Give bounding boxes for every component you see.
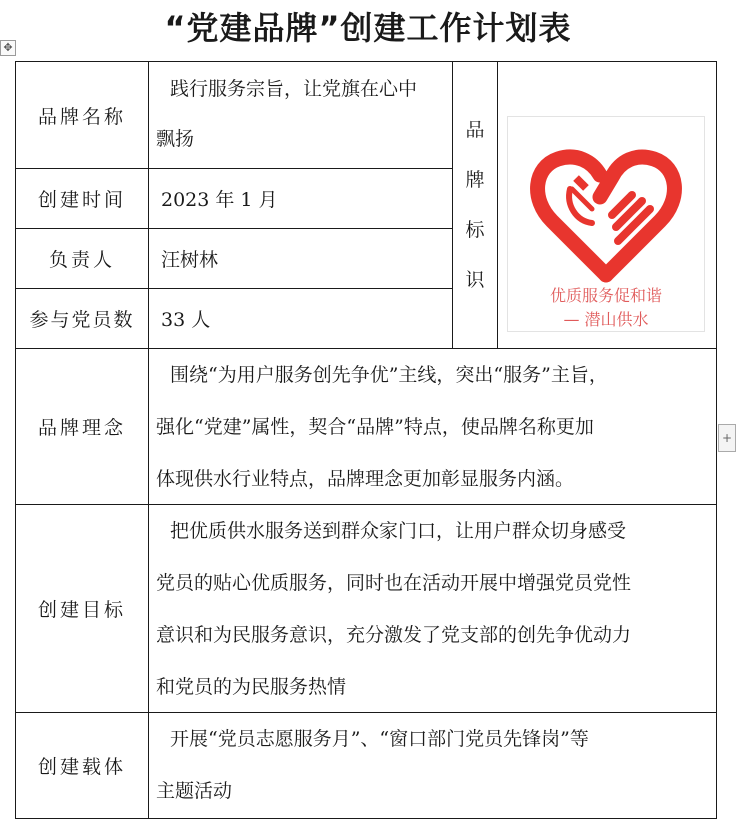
brand-logo-image: [507, 116, 705, 332]
goal-line: 把优质供水服务送到群众家门口，让用户群众切身感受: [170, 520, 627, 542]
document-title: “党建品牌”创建工作计划表: [164, 9, 572, 47]
created-time-value: 2023 年 1 月: [161, 189, 278, 211]
goal-label: 创建目标: [37, 599, 126, 621]
created-time-label: 创建时间: [37, 189, 126, 211]
brand-logo-char: 牌: [465, 169, 485, 191]
brand-logo-char: 识: [465, 269, 485, 291]
logo-org-name: — 潜山供水: [563, 310, 649, 329]
member-count-value: 33 人: [161, 309, 211, 331]
goal-line: 意识和为民服务意识，充分激发了党支部的创先争优动力: [156, 624, 632, 646]
brand-logo-char: 品: [465, 119, 485, 141]
brand-name-label: 品牌名称: [37, 105, 126, 128]
concept-line: 体现供水行业特点，品牌理念更加彰显服务内涵。: [156, 468, 575, 490]
carrier-line: 主题活动: [156, 780, 233, 802]
add-column-handle-icon[interactable]: +: [718, 424, 736, 452]
carrier-line: 开展“党员志愿服务月”、“窗口部门党员先锋岗”等: [170, 728, 589, 750]
brand-concept-value: [156, 349, 714, 504]
concept-line: 围绕“为用户服务创先争优”主线，突出“服务”主旨，: [170, 364, 608, 386]
goal-value: [156, 505, 714, 712]
person-in-charge-label: 负责人: [48, 249, 115, 271]
logo-slogan: 优质服务促和谐: [549, 286, 662, 305]
brand-name-value: [156, 62, 450, 168]
table-move-handle-icon[interactable]: ✥: [0, 40, 16, 56]
brand-name-line-1: 践行服务宗旨，让党旗在心中: [170, 78, 418, 100]
member-count-label: 参与党员数: [29, 309, 135, 331]
brand-concept-label: 品牌理念: [37, 417, 126, 439]
concept-line: 强化“党建”属性，契合“品牌”特点，使品牌名称更加: [156, 416, 594, 438]
brand-name-line-2: 飘扬: [156, 128, 195, 150]
brand-logo-label: [452, 62, 498, 348]
brand-logo-char: 标: [465, 219, 485, 241]
goal-line: 党员的贴心优质服务，同时也在活动开展中增强党员党性: [156, 572, 632, 594]
carrier-label: 创建载体: [37, 756, 126, 778]
heart-emblem-icon: [508, 117, 704, 287]
goal-line: 和党员的为民服务热情: [156, 676, 347, 698]
carrier-value: [156, 713, 714, 818]
person-in-charge-value: 汪树林: [161, 249, 219, 271]
